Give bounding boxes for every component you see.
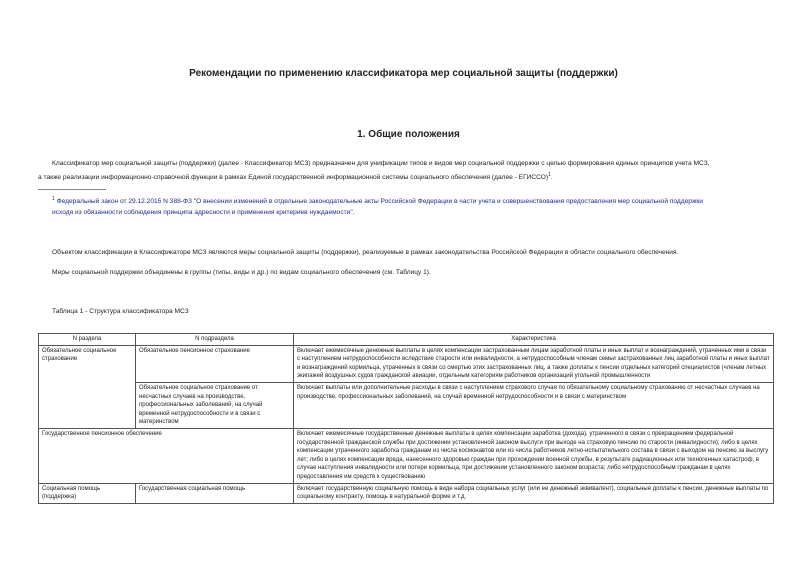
footnote-reference[interactable]: 1 (548, 171, 551, 178)
cell-description: Включает государственную социальную помощь в виде набора социальных услуг (или ее денежный эквивалент), социальные доплаты к пенсии, денежные выплаты по социальному контракту, помощь в натуральной форме и т.д. (294, 483, 774, 503)
footnote[interactable] (38, 194, 773, 218)
paragraph-intro-line1: Классификатор мер социальной защиты (поддержки) (далее - Классификатор МСЗ) предназначен для унификации типов и видов мер социальной поддержки с целью формирования единых принципов учета МСЗ, (52, 160, 710, 167)
cell-description: Включает выплаты или дополнительные расходы в связи с наступлением страхового случая по обязательному социальному страхованию от несчастных случаев на производстве, профессиональных заболеваний, на случай временной нетрудоспособности и в связи с материнством (294, 382, 774, 428)
document-title: Рекомендации по применению классификатора мер социальной защиты (поддержки) (189, 68, 618, 79)
cell-description: Включает ежемесячные государственные денежные выплаты в целях компенсации заработка (дохода), утраченного в связи с прекращением федеральной государственной гражданской службы при достижении установленной законом выслуги при выходе на страховую пенсию по старости (инвалидности); либо в целях компенсации утраченного заработка гражданам из числа космонавтов или из числа работников летно-испытательного состава в связи с выходом на пенсию за выслугу лет; либо в целях компенсации вреда, нанесенного здоровью граждан при прохождении военной службы, в результате радиационных или техногенных катастроф, в случае наступления инвалидности или потери кормильца, при достижении установленного законом возраста; либо нетрудоспособным гражданам в целях предоставления им средств к существованию (294, 428, 774, 483)
section-title: 1. Общие положения (357, 129, 460, 140)
table-caption: Таблица 1 - Структура классификатора МСЗ (52, 308, 189, 315)
table-row (39, 382, 774, 428)
paragraph-object: Объектом классификации в Классификаторе МСЗ являются меры социальной защиты (поддержки), реализуемые в рамках законодательства Российской Федерации в области социального обеспечения. (52, 249, 679, 256)
footnote-line1: $^1$ Федеральный закон от 29.12.2015 N 388-ФЗ "О внесении изменений в отдельные законодательные акты Российской Федерации в части учета и совершенствования предоставления мер социальной поддержки (52, 196, 703, 206)
paragraph-intro (38, 159, 773, 183)
paragraph-intro-line2: а также реализации информационно-справочной функции в рамках Единой государственной информационной системы социального обеспечения (далее - ЕГИССО)$^1$. (38, 171, 553, 181)
classifier-structure-table (38, 333, 774, 504)
table-header-row (39, 334, 774, 346)
cell-description: Включает ежемесячные денежные выплаты в целях компенсации застрахованным лицам заработной платы и иных выплат и вознаграждений, утраченных ими в связи с наступлением нетрудоспособности вследствие старости или инвалидности, а нетрудоспособным членам семьи застрахованных лиц заработной платы и иных выплат и вознаграждений кормильца, утраченных в связи со смертью этих застрахованных лиц, а также доплаты к пенсии отдельных категорий специалистов (членам летных экипажей воздушных судов гражданской авиации, отдельным категориям работников организаций угольной промышленности (294, 345, 774, 382)
cell-subsection: Обязательное пенсионное страхование (136, 345, 294, 382)
table-row (39, 345, 774, 382)
table-row (39, 428, 774, 483)
cell-subsection: Государственная социальная помощь (136, 483, 294, 503)
cell-section: Социальная помощь (поддержка) (39, 483, 136, 503)
header-section: N раздела (39, 334, 136, 346)
header-subsection: N подраздела (136, 334, 294, 346)
cell-section: Обязательное социальное страхование (39, 345, 136, 428)
cell-section: Государственное пенсионное обеспечение (39, 428, 294, 483)
footnote-divider (38, 189, 106, 190)
header-description: Характеристика (294, 334, 774, 346)
paragraph-groups: Меры социальной поддержки объединены в группы (типы, виды и др.) по видам социального обеспечения (см. Таблицу 1). (52, 269, 431, 276)
footnote-line2[interactable]: исходя из обязанности соблюдения принципа адресности и применения критериев нуждаемости". (52, 209, 355, 217)
cell-subsection: Обязательное социальное страхование от несчастных случаев на производстве, профессиональных заболеваний, на случай временной нетрудоспособности и в связи с материнством (136, 382, 294, 428)
table-row (39, 483, 774, 503)
